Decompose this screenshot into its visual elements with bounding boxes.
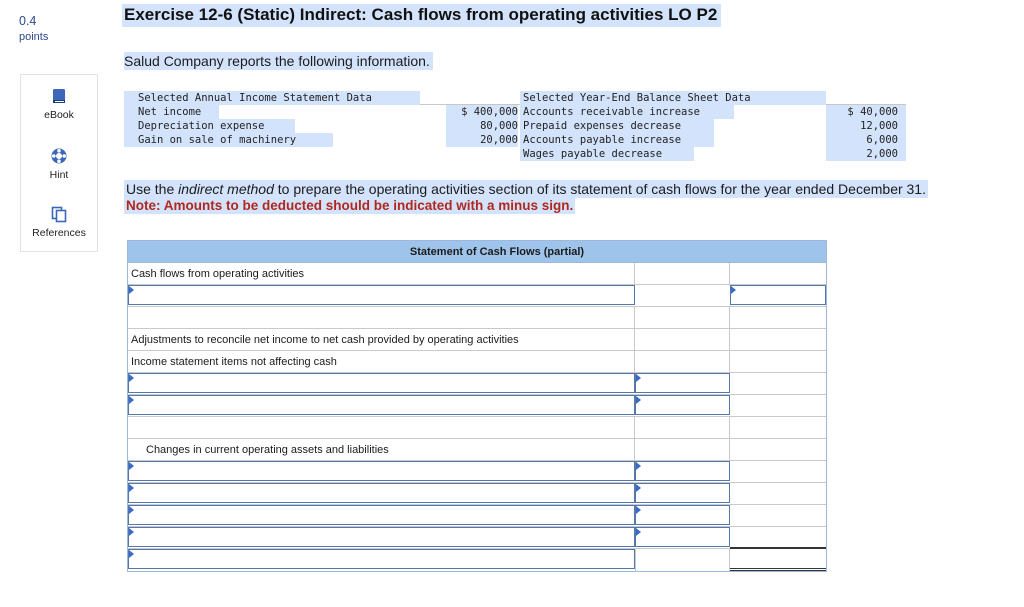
- income-label-gain: Gain on sale of machinery: [124, 133, 333, 147]
- references-label: References: [32, 227, 86, 239]
- dropdown-marker-icon: [636, 374, 641, 382]
- balance-label-ap: Accounts payable increase: [520, 133, 714, 147]
- dropdown-marker-icon: [129, 396, 134, 404]
- income-items-label: Income statement items not affecting cash: [128, 351, 635, 373]
- income-heading: Selected Annual Income Statement Data: [124, 91, 420, 105]
- income-item-1-label-input[interactable]: [128, 373, 635, 393]
- statement-table: [127, 240, 827, 572]
- references-button[interactable]: [21, 205, 97, 239]
- section-label: Cash flows from operating activities: [128, 263, 635, 285]
- instructions-note: Note: Amounts to be deducted should be indicated with a minus sign.: [126, 198, 574, 213]
- net-income-label-input[interactable]: [128, 285, 635, 305]
- changes-label: Changes in current operating assets and liabilities: [128, 439, 635, 461]
- dropdown-marker-icon: [636, 528, 641, 536]
- resources-rail: [20, 74, 98, 252]
- references-icon: [50, 205, 68, 223]
- balance-value-ap: 6,000: [826, 133, 906, 147]
- change-item-2-amount-input[interactable]: [635, 483, 730, 503]
- dropdown-marker-icon: [129, 506, 134, 514]
- income-item-1-amount-input[interactable]: [635, 373, 730, 393]
- adjustments-label: Adjustments to reconcile net income to net cash provided by operating activities: [128, 329, 635, 351]
- hint-icon: [50, 147, 68, 165]
- balance-label-ar: Accounts receivable increase: [520, 105, 734, 119]
- table-row: [128, 373, 826, 395]
- change-item-2-label-input[interactable]: [128, 483, 635, 503]
- intro-text: Salud Company reports the following information.: [124, 52, 433, 70]
- table-row: [128, 285, 826, 307]
- table-row: [128, 351, 826, 373]
- hint-label: Hint: [49, 169, 69, 181]
- ebook-label: eBook: [44, 109, 74, 121]
- change-item-1-label-input[interactable]: [128, 461, 635, 481]
- instructions-before: Use the: [126, 181, 179, 197]
- total-label-input[interactable]: [128, 549, 635, 569]
- table-row: [128, 329, 826, 351]
- change-item-4-label-input[interactable]: [128, 527, 635, 547]
- table-row: [128, 263, 826, 285]
- change-item-4-amount-input[interactable]: [635, 527, 730, 547]
- dropdown-marker-icon: [636, 484, 641, 492]
- ebook-button[interactable]: [21, 87, 97, 121]
- income-value-depreciation: 80,000: [446, 119, 518, 133]
- table-row: [128, 417, 826, 439]
- change-item-1-amount-input[interactable]: [635, 461, 730, 481]
- balance-heading: Selected Year-End Balance Sheet Data: [520, 91, 826, 105]
- table-row: [128, 439, 826, 461]
- change-item-3-label-input[interactable]: [128, 505, 635, 525]
- dropdown-marker-icon: [129, 374, 134, 382]
- points-label: points: [19, 31, 49, 43]
- income-label-net-income: Net income: [124, 105, 219, 119]
- instructions-after: to prepare the operating activities section of its statement of cash flows for the year ended December 31.: [273, 181, 926, 197]
- book-icon: [50, 87, 68, 105]
- dropdown-marker-icon: [636, 506, 641, 514]
- balance-value-ar: $ 40,000: [826, 105, 906, 119]
- table-row: [128, 505, 826, 527]
- table-row: [128, 483, 826, 505]
- dropdown-marker-icon: [731, 286, 736, 294]
- dropdown-marker-icon: [129, 462, 134, 470]
- table-row: [128, 395, 826, 417]
- instructions-text: [124, 180, 928, 198]
- table-row: [128, 307, 826, 329]
- table-row: [128, 549, 826, 571]
- hint-button[interactable]: [21, 147, 97, 181]
- balance-label-wages: Wages payable decrease: [520, 147, 694, 161]
- balance-value-wages: 2,000: [826, 147, 906, 161]
- dropdown-marker-icon: [129, 550, 134, 558]
- points-value: 0.4: [19, 14, 37, 28]
- income-value-net-income: $ 400,000: [446, 105, 518, 119]
- points-display: [19, 14, 48, 43]
- dropdown-marker-icon: [636, 462, 641, 470]
- income-label-depreciation: Depreciation expense: [124, 119, 295, 133]
- total-amount-cell[interactable]: [730, 549, 826, 571]
- balance-label-prepaid: Prepaid expenses decrease: [520, 119, 714, 133]
- dropdown-marker-icon: [129, 528, 134, 536]
- dropdown-marker-icon: [129, 484, 134, 492]
- net-income-amount-input[interactable]: [730, 285, 826, 305]
- balance-value-prepaid: 12,000: [826, 119, 906, 133]
- dropdown-marker-icon: [636, 396, 641, 404]
- dropdown-marker-icon: [129, 286, 134, 294]
- table-row: [128, 527, 826, 549]
- income-item-2-label-input[interactable]: [128, 395, 635, 415]
- instructions-emphasis: indirect method: [178, 181, 274, 197]
- statement-title: Statement of Cash Flows (partial): [128, 241, 826, 263]
- table-row: [128, 461, 826, 483]
- income-item-2-amount-input[interactable]: [635, 395, 730, 415]
- exercise-title: Exercise 12-6 (Static) Indirect: Cash flows from operating activities LO P2: [122, 4, 721, 27]
- income-value-gain: 20,000: [446, 133, 518, 147]
- change-item-3-amount-input[interactable]: [635, 505, 730, 525]
